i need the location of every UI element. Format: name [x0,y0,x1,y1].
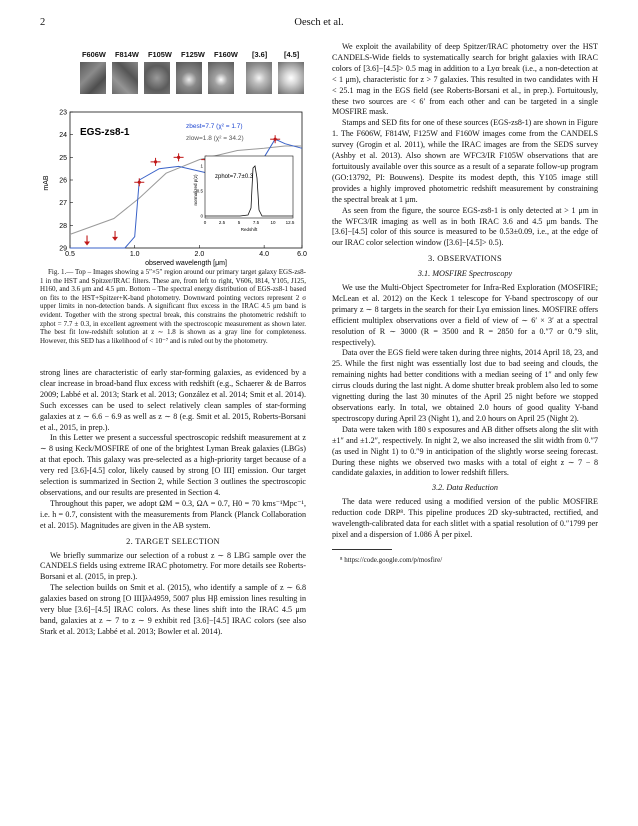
paragraph: Stamps and SED fits for one of these sources (EGS-zs8-1) are shown in Figure 1. The F606W, F814W, F125W and F160W images come from the CANDELS survey (Grogin et al. 2011), while the IRAC images are from the SEDS survey (Ashby et al. 2013). Also shown are WFC3/IR F105W observations that are fortuitously available over this source as a result of a separate follow-up program (GO:13792, PI: Bouwens). Despite its modest depth, this Y105 image still provides a highly improved photometric redshift measurement by constraining the spectral break at 1 μm. [332,118,598,204]
paragraph: We exploit the availability of deep Spitzer/IRAC photometry over the HST CANDELS-Wide fields to systematically search for bright galaxies with IRAC colors of [3.6]−[4.5]> 0.5 mag in addition to a Lyα break (i.e., a non-detection at < 1 μm), characteristic for z > 7 galaxies. This resulted in two candidates with H < 25.1 mag in the EGS field (see Roberts-Borsani et al., in prep.). Fortuitously, these two sources are < 6′ from each other and can be targeted in a single MOSFIRE mask. [332,42,598,117]
image-stamps [80,62,310,96]
stamp-image [246,62,272,94]
stamp-image [80,62,106,94]
x-tick-label: 4.0 [259,251,270,258]
photometry-point [177,156,180,159]
photometry-point [138,181,141,184]
filter-label: F160W [214,50,238,59]
running-title: Oesch et al. [294,17,344,28]
section-heading: 2. TARGET SELECTION [126,536,220,546]
caption-text: Fig. 1.— Top – Images showing a 5″×5″ region around our primary target galaxy EGS-zs8-1 in the HST and Spitzer/IRAC filters. These are, from left to right, V606, I814, Y105, J125, H160, and 3.6 μm and 4.5 μm. Bottom – The spectral energy distribution of EGS-zs8-1 based on fits to the HST+Spitzer+K-band photometry. Downward pointing vectors represent 2 σ upper limits in non-detection bands. A significant flux excess in the IRAC 4.5 μm band is evident. Together with the strong spectral break, this constrains the photometric redshift to zphot = 7.7 ± 0.3, in excellent agreement with the spectroscopic measurement as shown later. The best fit low-redshift solution at z ∼ 1.8 is shown as a gray line for completeness. However, this SED has a likelihood of < 10⁻⁷ and is ruled out by the photometry. [40,268,306,345]
x-tick-label: 6.0 [297,251,307,258]
sed-figure [40,98,308,268]
x-tick-label: 0.5 [65,251,75,258]
inset-y-tick-label: 1 [200,163,203,169]
paragraph: Data over the EGS field were taken during three nights, 2014 April 18, 23, and 25. While the first night was essentially lost due to bad seeing and clouds, the remaining nights had better conditions with a median seeing of 1″ and only few cirrus clouds during the last night. A dome shutter break problem also led to some vignetting during the last 30 minutes of the April 25 night before we stopped observations early. In total, we obtained 2.0 hours of good quality Y-band spectroscopy during April 23 (Night 1), and 2.0 hours on April 25 (Night 2). [332,348,598,423]
inset-label: zphot=7.7±0.3 [215,174,254,180]
figure-caption [40,268,306,345]
zlow-label: zlow=1.8 (χ² = 34.2) [186,135,244,142]
filter-label: F606W [82,50,106,59]
x-axis-label: observed wavelength [μm] [145,260,227,267]
stamp-image [112,62,138,94]
footnote-rule [332,549,392,550]
footnote: ⁸ https://code.google.com/p/mosfire/ [340,555,443,564]
filter-label: F105W [148,50,172,59]
zbest-label: zbest=7.7 (χ² = 1.7) [186,123,243,130]
paragraph: Throughout this paper, we adopt ΩM = 0.3, ΩΛ = 0.7, H0 = 70 kms⁻¹Mpc⁻¹, i.e. h = 0.7, consistent with the measurements from Planck (Planck Collaboration et al. 2015). Magnitudes are given in the AB system. [40,498,306,530]
filter-label: [3.6] [252,50,268,59]
y-tick-label: 25 [59,154,67,162]
inset-x-tick-label: 7.5 [252,220,260,225]
page-number: 2 [40,17,46,28]
inset-frame [205,156,293,218]
y-axis-label: mAB [43,175,50,191]
stamp-image [176,62,202,94]
filter-label: [4.5] [284,50,300,59]
y-tick-label: 28 [59,222,67,230]
paragraph: We briefly summarize our selection of a robust z ∼ 8 LBG sample over the CANDELS fields using extreme IRAC photometry. For more details see Roberts-Borsani et al. (2015, in prep.). [40,550,306,582]
paragraph: The data were reduced using a modified version of the public MOSFIRE reduction code DRP⁸. This pipeline produces 2D sky-subtracted, rectified, and wavelength-calibrated data for each slitlet with a spatial resolution of 0.″1799 per pixel and a dispersion of 1.086 Å per pixel. [332,497,598,539]
x-tick-label: 1.0 [129,251,140,258]
paragraph: strong lines are characteristic of early star-forming galaxies, as evidenced by a clear increase in broad-band flux excess with redshift (e.g., Schaerer & de Barros 2009; Labbé et al. 2013; Stark et al. 2013; González et al. 2014; Smit et al. 2014). Such excesses can be used to select relatively clean samples of star-forming galaxies at z ∼ 6.6 − 6.9 as well as z ∼ 8 (e.g. Smit et al. 2015, Roberts-Borsani et al., 2015, in prep.). [40,368,306,432]
y-tick-label: 26 [59,177,67,185]
stamp-image [144,62,170,94]
inset-y-tick-label: 0 [200,213,203,219]
inset-x-label: Redshift [240,227,258,232]
object-label: EGS-zs8-1 [80,127,130,138]
left-column [40,368,306,638]
subsection-heading: 3.1. MOSFIRE Spectroscopy [417,269,513,279]
subsection-heading: 3.2. Data Reduction [432,483,498,493]
filter-label: F814W [115,50,139,59]
paragraph: We use the Multi-Object Spectrometer for Infra-Red Exploration (MOSFIRE; McLean et al. 2012) on the Keck 1 telescope for Y-band spectroscopy of our primary z ∼ 8 targets in the search for their Lyα emission lines. MOSFIRE offers efficient multiplex observations over a field of view of ∼ 6′ × 3′ at a spectral resolution of R ∼ 3000 (R = 3500 and R = 2850 for a 0.″7 or 0.″9 slit, respectively). [332,283,598,347]
inset-y-label: normalized p(z) [193,174,198,206]
y-tick-label: 29 [59,245,67,253]
paragraph: The selection builds on Smit et al. (2015), who identify a sample of z ∼ 6.8 galaxies based on strong [O III]λλ4959, 5007 plus Hβ emission lines resulting in very blue [3.6]−[4.5] IRAC colors. As these lines shift into the IRAC 4.5 μm band, galaxies at z ∼ 7 to z ∼ 9 exhibit red [3.6]−[4.5] IRAC colors (see also Stark et al. 2013; Labbé et al. 2013; Bowler et al. 2014). [40,583,306,636]
filter-label: F125W [181,50,205,59]
x-tick-label: 2.0 [194,251,205,258]
inset-x-tick-label: 12.5 [285,220,295,225]
paragraph: As seen from the figure, the source EGS-zs8-1 is only detected at > 1 μm in the WFC3/IR imaging as well as in both IRAC 3.6 and 4.5 μm bands. The [3.6]−[4.5] color of this source is measured to be 0.53±0.09, i.e., at the edge of our IRAC color selection window ([3.6]−[4.5]> 0.5). [332,205,598,248]
y-tick-label: 27 [59,200,67,208]
inset-y-tick-label: 0.5 [196,188,203,194]
photometry-point [274,138,277,141]
inset-x-tick-label: 0 [203,220,207,225]
inset-x-tick-label: 10 [270,220,276,225]
paragraph: Data were taken with 180 s exposures and AB dither offsets along the slit with ±1″ and ±1.2″, respectively. In night 2, we also increased the slit width from 0.″7 (as used in Night 1) to 0.″9 in anticipation of the slightly worse seeing forecast. During these nights we observed two masks with a total of eight z ∼ 7 − 8 candidate galaxies, in addition to lower redshift fillers. [332,424,598,478]
stamp-image [208,62,234,94]
inset-x-tick-label: 5 [237,220,241,225]
inset-x-tick-label: 2.5 [218,220,226,225]
photometry-point [154,160,157,163]
y-tick-label: 23 [59,109,67,117]
y-tick-label: 24 [59,132,67,140]
paragraph: In this Letter we present a successful spectroscopic redshift measurement at z ∼ 8 using Keck/MOSFIRE of one of the brightest Lyman Break galaxies (LBGs) at that epoch. This galaxy was pre-selected as a high-priority target because of a very red [3.6]-[4.5] color, likely caused by strong [O III] emission. Our target selection is summarized in Section 2, while Section 3 outlines the spectroscopic observations, and our results are presented in Section 4. [40,433,306,497]
stamp-image [278,62,304,94]
right-column [332,42,598,565]
section-heading: 3. OBSERVATIONS [428,254,502,264]
